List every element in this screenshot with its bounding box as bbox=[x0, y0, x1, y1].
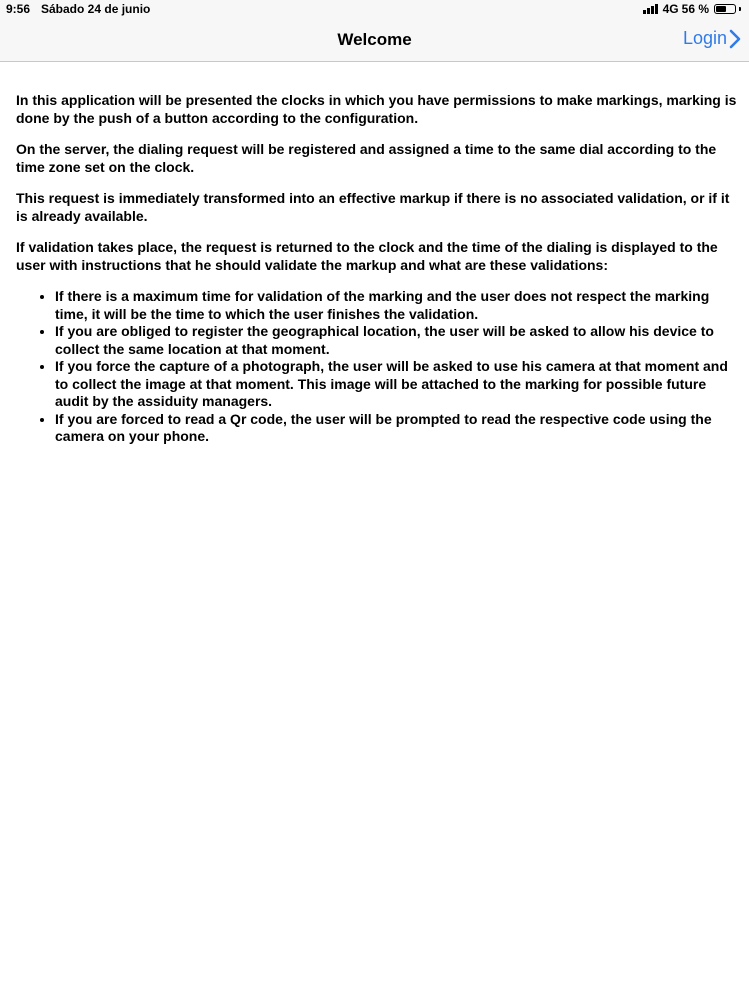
login-button[interactable] bbox=[683, 28, 741, 49]
login-label: Login bbox=[682, 28, 727, 48]
network-type: 4G bbox=[662, 2, 679, 16]
battery-icon bbox=[714, 4, 736, 14]
page-title: Welcome bbox=[337, 30, 412, 49]
list-item: • If you are obliged to register the geographical location, the user will be asked to allow his device to collect the same location at that moment. bbox=[55, 323, 738, 358]
markup-paragraph: This request is immediately transformed into an effective markup if there is no associated validation, or if it is already available. bbox=[16, 190, 730, 224]
status-date: Sábado 24 de junio bbox=[41, 2, 151, 16]
chevron-right-icon bbox=[729, 29, 741, 49]
battery-percentage: 56 % bbox=[681, 2, 709, 16]
server-paragraph: On the server, the dialing request will be registered and assigned a time to the same dial according to the time zone set on the clock. bbox=[16, 141, 717, 175]
validation-paragraph: If validation takes place, the request is returned to the clock and the time of the dialing is displayed to the user with instructions that he should validate the markup and what are these validations: bbox=[16, 239, 718, 273]
navigation-bar bbox=[0, 19, 749, 62]
intro-paragraph: In this application will be presented the clocks in which you have permissions to make markings, marking is done by the push of a button according to the configuration. bbox=[16, 92, 737, 126]
cellular-signal-icon bbox=[643, 4, 658, 14]
status-time: 9:56 bbox=[6, 2, 31, 16]
battery-tip bbox=[739, 7, 741, 11]
validation-list bbox=[16, 288, 738, 446]
list-item: • If you force the capture of a photograph, the user will be asked to use his camera at that moment and to collect the image at that moment. This image will be attached to the marking for possible future audit by the assiduity managers. bbox=[55, 358, 738, 411]
status-bar bbox=[0, 0, 749, 19]
welcome-content bbox=[16, 92, 738, 446]
list-item: • If there is a maximum time for validation of the marking and the user does not respect the marking time, it will be the time to which the user finishes the validation. bbox=[55, 288, 738, 323]
list-item: • If you are forced to read a Qr code, the user will be prompted to read the respective code using the camera on your phone. bbox=[55, 411, 738, 446]
battery-level-fill bbox=[716, 6, 726, 12]
status-indicators bbox=[643, 2, 741, 16]
